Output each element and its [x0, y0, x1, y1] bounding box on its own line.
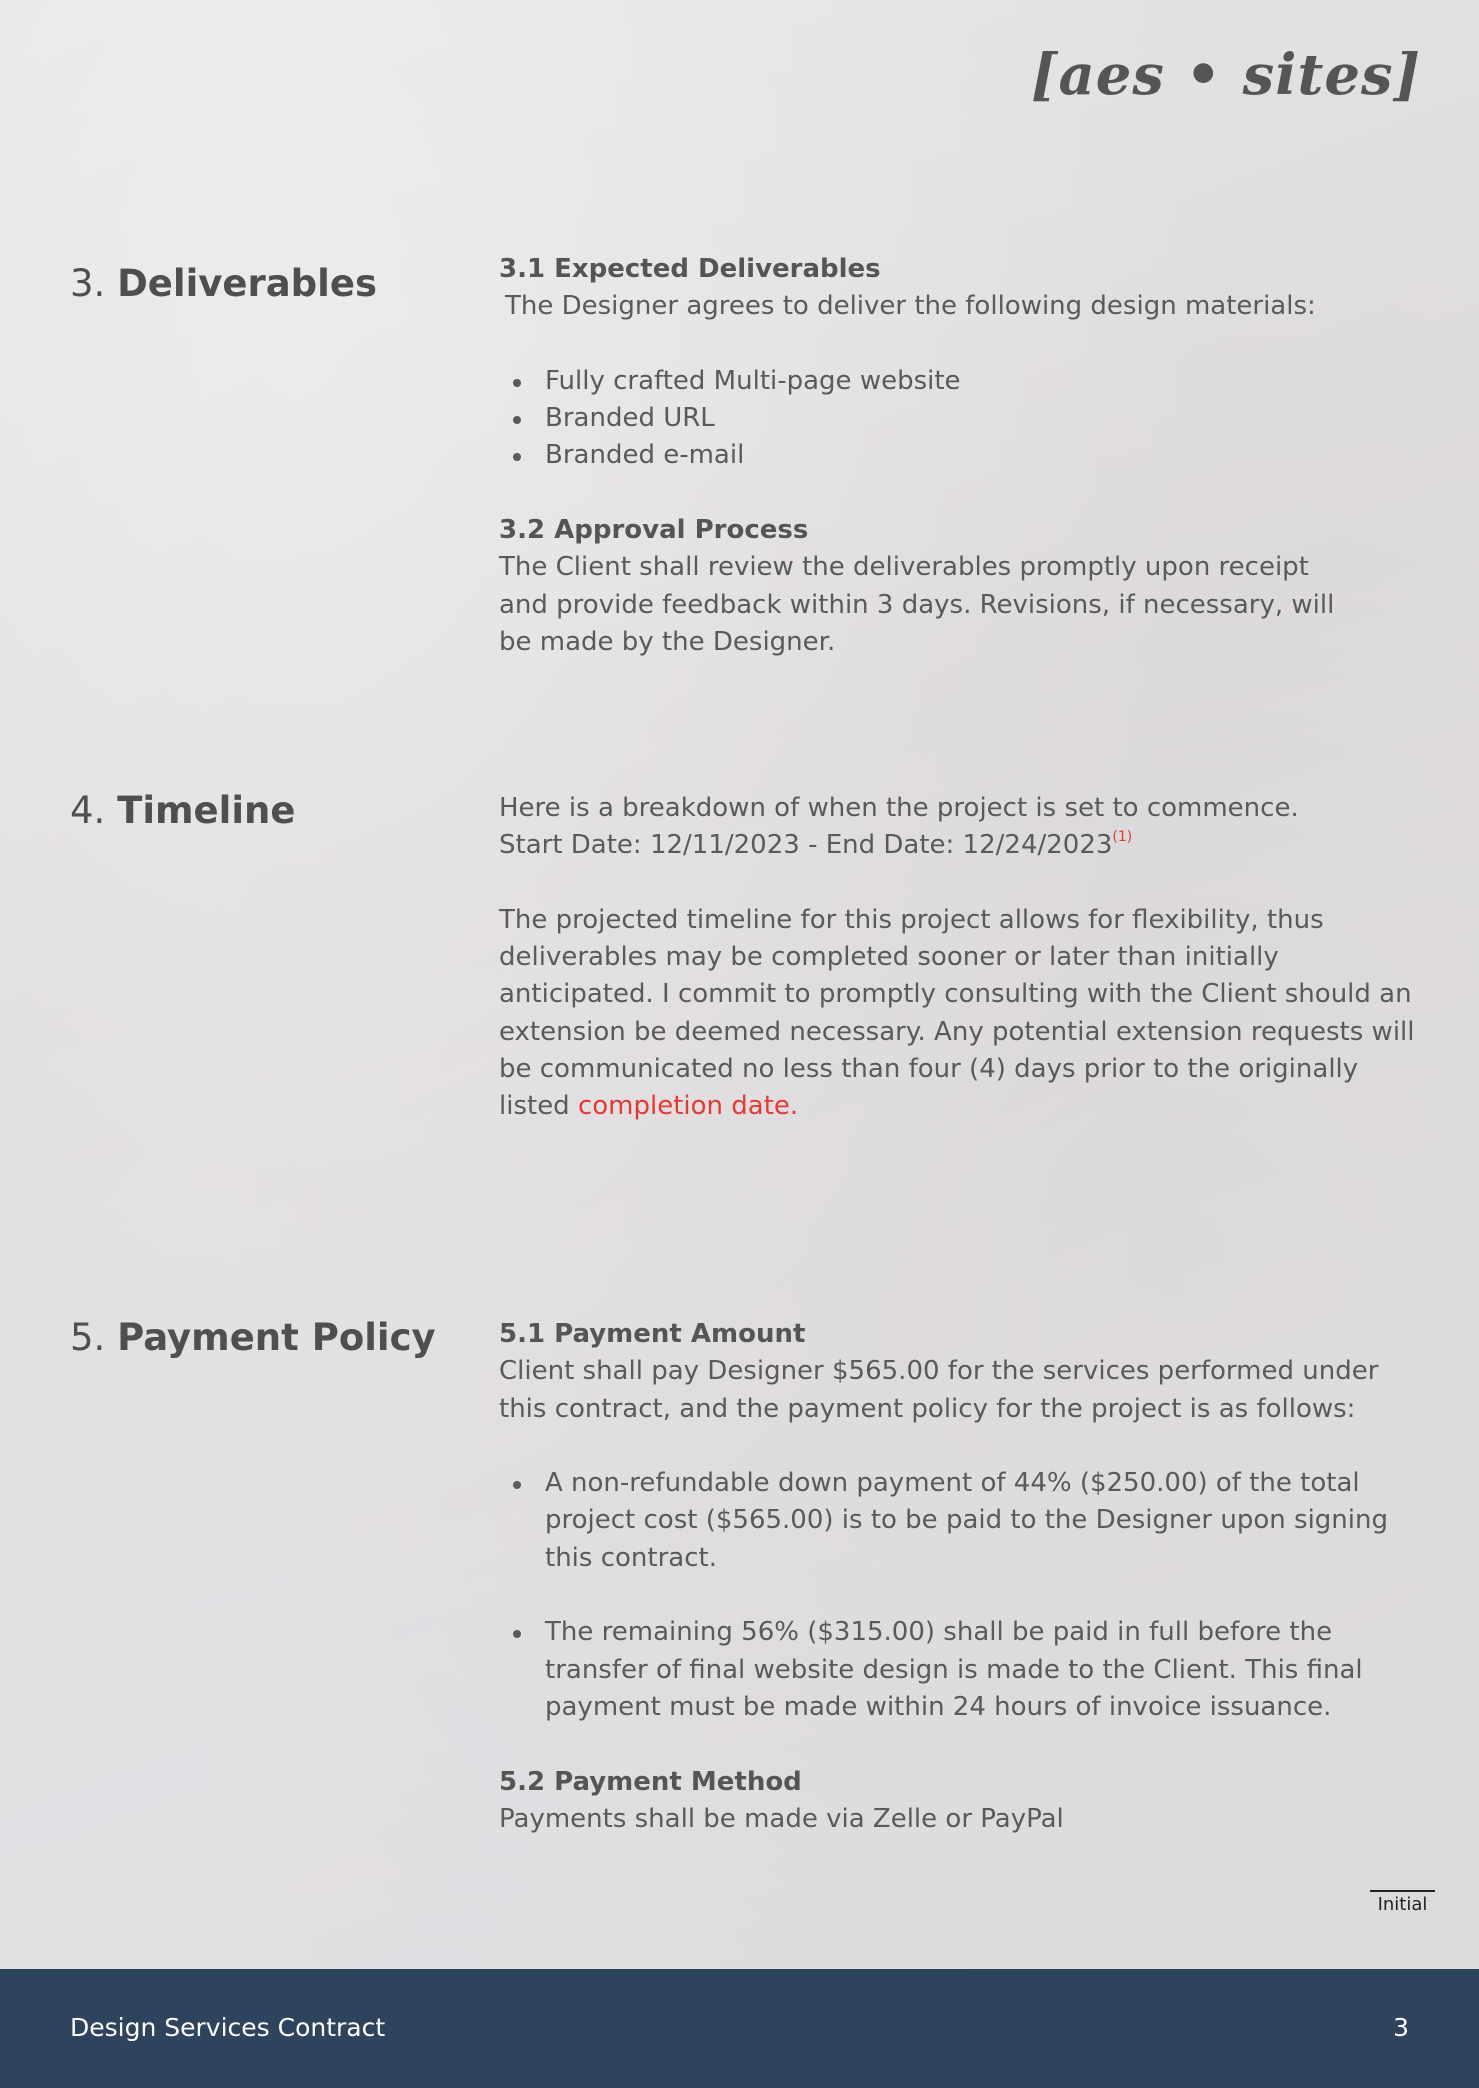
timeline-intro: Here is a breakdown of when the project is set to commence. — [499, 793, 1299, 823]
payment-amount-body: Client shall pay Designer $565.00 for the services performed under this contract, and the payment policy for the project is as follows: — [499, 1356, 1379, 1424]
subheading-payment-amount: 5.1 Payment Amount — [499, 1319, 806, 1349]
subheading-payment-method: 5.2 Payment Method — [499, 1766, 802, 1797]
completion-date-highlight: completion date. — [577, 1091, 799, 1122]
deliverables-intro: The Designer agrees to deliver the following design materials: — [505, 291, 1316, 322]
section-name: Timeline — [117, 789, 296, 832]
bullet-icon — [513, 1481, 521, 1489]
section-number: 5. — [70, 1316, 106, 1359]
section-title-timeline — [70, 789, 295, 832]
payment-terms-list — [499, 1465, 1404, 1726]
list-item: The remaining 56% ($315.00) shall be paid in full before the transfer of final website design is made to the Client. This final payment must be made within 24 hours of invoice issuance. — [499, 1614, 1404, 1726]
bullet-icon — [513, 453, 521, 461]
section-number: 4. — [70, 789, 106, 832]
section-title-payment-policy — [70, 1316, 436, 1359]
section-title-deliverables — [70, 262, 377, 305]
initial-signature-line: Initial — [1370, 1890, 1435, 1915]
list-item: Branded URL — [499, 400, 1419, 437]
list-item: Branded e-mail — [499, 437, 1419, 474]
page-number: 3 — [1393, 2013, 1409, 2042]
bullet-icon — [513, 379, 521, 387]
payment-method-body: Payments shall be made via Zelle or PayPal — [499, 1803, 1064, 1834]
section-name: Deliverables — [117, 262, 377, 305]
footer-title: Design Services Contract — [70, 2013, 386, 2042]
brand-logo: [aes • sites] — [1030, 42, 1421, 108]
timeline-body: The projected timeline for this project allows for flexibility, thus deliverables may be completed sooner or later than initially anticipated. I commit to promptly consulting with the Client should an extension be deemed necessary. Any potential extension requests will be communicated no less than four (4) days prior to the originally listed completion date. — [499, 904, 1415, 1122]
subheading-approval-process: 3.2 Approval Process — [499, 515, 809, 546]
bullet-icon — [513, 1630, 521, 1638]
deliverables-content — [499, 251, 1419, 661]
timeline-dates: Start Date: 12/11/2023 - End Date: 12/24/2023$^{(1)}$ — [499, 829, 1133, 861]
subheading-expected-deliverables: 3.1 Expected Deliverables — [499, 254, 881, 284]
payment-content — [499, 1316, 1419, 1838]
footnote-ref: (1) — [1112, 829, 1133, 846]
deliverables-list — [499, 363, 1419, 475]
timeline-content — [499, 790, 1419, 1126]
section-number: 3. — [70, 262, 106, 305]
page-footer — [0, 1969, 1479, 2088]
list-item: A non-refundable down payment of 44% ($250.00) of the total project cost ($565.00) is to be paid to the Designer upon signing this contract. — [499, 1465, 1404, 1577]
bullet-icon — [513, 416, 521, 424]
approval-process-body: The Client shall review the deliverables promptly upon receipt and provide feedback within 3 days. Revisions, if necessary, will be made by the Designer. — [499, 552, 1335, 657]
section-name: Payment Policy — [117, 1316, 436, 1359]
list-item: Fully crafted Multi-page website — [499, 363, 1419, 400]
